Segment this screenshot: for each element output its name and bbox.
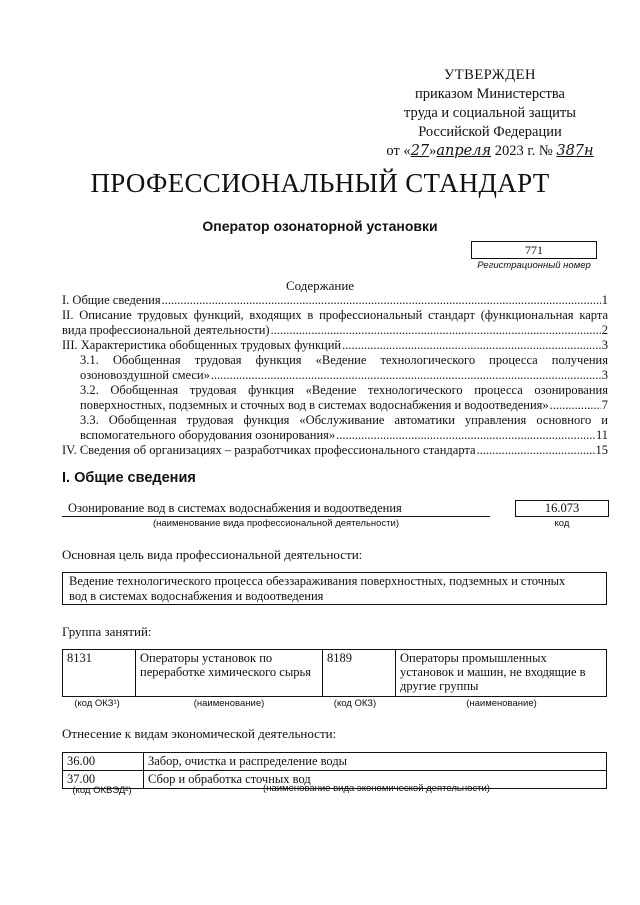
okved-name: Забор, очистка и распределение воды	[144, 753, 607, 771]
okz-name: Операторы промышленных установок и машин, не входящие в другие группы	[396, 650, 607, 697]
okved-caption: (код ОКВЭД²)	[72, 785, 132, 796]
group-label: Группа занятий:	[62, 624, 152, 639]
okved-code: 36.00	[63, 753, 144, 771]
okved-code: 37.00	[63, 771, 144, 789]
econ-label: Отнесение к видам экономической деятельности:	[62, 726, 337, 741]
registration-number-box: 771	[471, 241, 597, 259]
approved-date-line: от «27»апреля 2023 г. № 387н	[386, 143, 594, 159]
occupation-group-table	[62, 649, 607, 697]
goal-label: Основная цель вида профессиональной деятельности:	[62, 547, 363, 562]
date-day: 27	[410, 143, 430, 159]
date-month: апреля	[436, 143, 492, 159]
name-caption: (наименование)	[193, 698, 265, 709]
toc-title: Содержание	[285, 278, 355, 293]
okved-name: Сбор и обработка сточных вод	[144, 771, 607, 789]
code-caption: код	[554, 518, 570, 529]
approved-heading: УТВЕРЖДЕН	[444, 67, 536, 83]
toc-item[interactable]: 3.3. Обобщенная трудовая функция «Обслуживание автоматики управления основного и вспомогательного оборудования озонирования» ..... 11	[80, 413, 608, 443]
table-row	[63, 650, 607, 697]
approval-block	[370, 66, 610, 161]
goal-box: Ведение технологического процесса обеззараживания поверхностных, подземных и сточных вод в системах водоснабжения и водоотведения	[62, 572, 607, 605]
approved-line: Российской Федерации	[418, 124, 562, 140]
table-row	[63, 753, 607, 771]
okz-code: 8189	[323, 650, 396, 697]
document-subtitle: Оператор озонаторной установки	[202, 218, 438, 234]
name-caption: (наименование)	[466, 698, 537, 709]
okz-caption: (код ОКЗ¹)	[74, 698, 120, 709]
approved-line: труда и социальной защиты	[404, 105, 576, 121]
toc-item[interactable]: 3.1. Обобщенная трудовая функция «Ведение технологического процесса получения озоновоздушной смеси» ..... 3	[80, 353, 608, 383]
okz-code: 8131	[63, 650, 136, 697]
okz-caption: (код ОКЗ)	[333, 698, 377, 709]
activity-caption: (наименование вида профессиональной деятельности)	[152, 518, 400, 529]
toc-item[interactable]: II. Описание трудовых функций, входящих в профессиональный стандарт (функциональная карта вида профессиональной деятельности) ..... 2	[62, 308, 608, 338]
document-title: ПРОФЕССИОНАЛЬНЫЙ СТАНДАРТ	[90, 168, 550, 198]
toc-item[interactable]: III. Характеристика обобщенных трудовых функций ..... 3	[62, 338, 608, 353]
econ-name-caption: (наименование вида экономической деятельности)	[263, 783, 490, 794]
activity-name: Озонирование вод в системах водоснабжения и водоотведения	[62, 501, 490, 517]
order-number: 387н	[556, 143, 594, 159]
registration-label: Регистрационный номер	[477, 260, 591, 271]
approved-line: приказом Министерства	[415, 86, 565, 102]
section-heading: I. Общие сведения	[62, 470, 196, 486]
toc-item[interactable]: I. Общие сведения ..... 1	[62, 293, 608, 308]
activity-code: 16.073	[515, 500, 609, 517]
toc-item[interactable]: 3.2. Обобщенная трудовая функция «Ведение технологического процесса озонирования поверхностных, подземных и сточных вод в системах водоснабжения и водоотведения» ..... 7	[80, 383, 608, 413]
okz-name: Операторы установок по переработке химического сырья	[136, 650, 323, 697]
toc-item[interactable]: IV. Сведения об организациях – разработчиках профессионального стандарта ..... 15	[62, 443, 608, 458]
